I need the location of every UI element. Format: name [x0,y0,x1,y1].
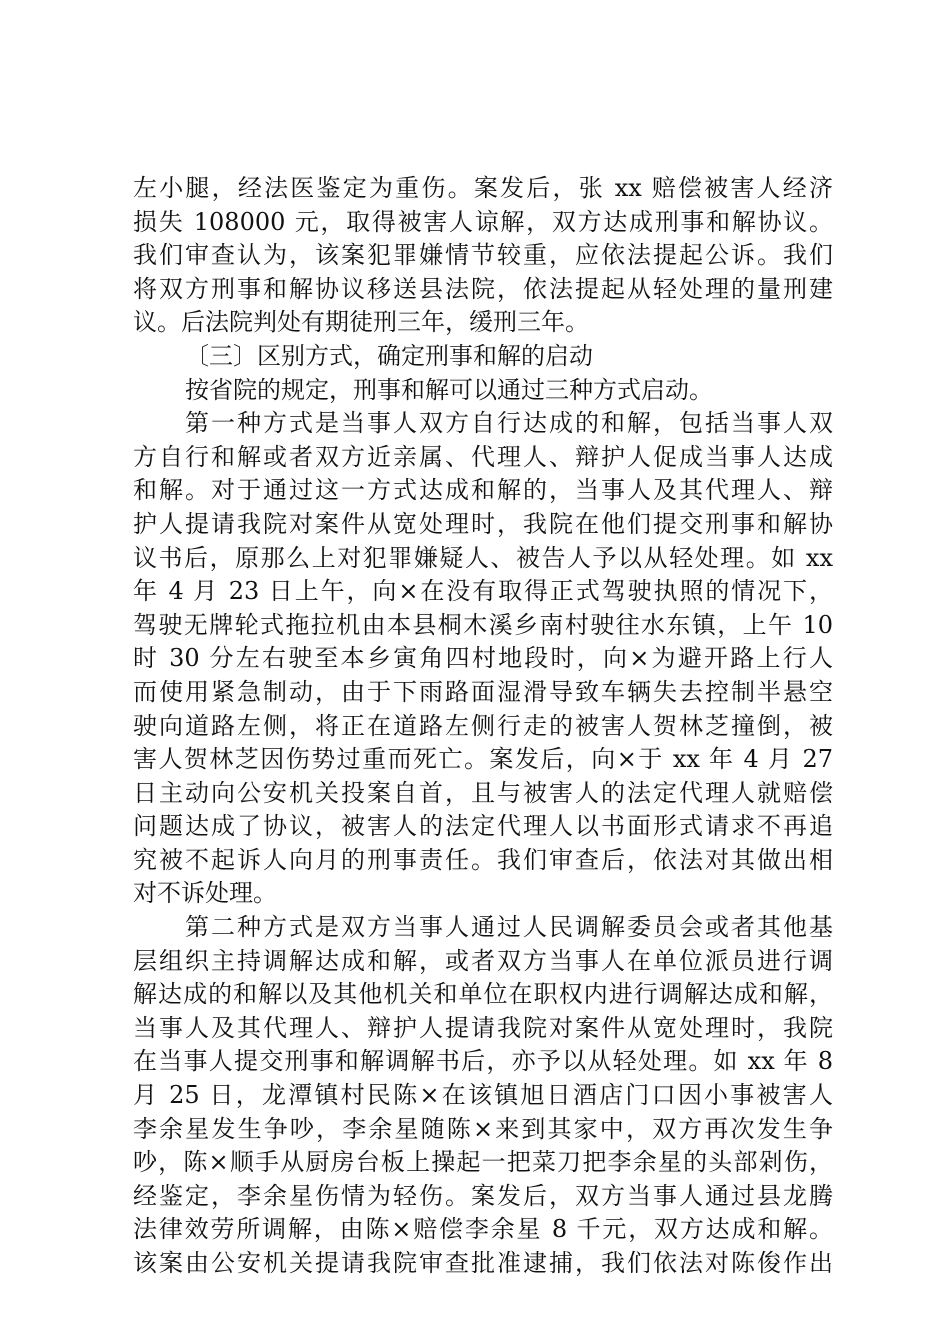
text-line: 该案由公安机关提请我院审查批准逮捕，我们依法对陈俊作出 [133,1249,833,1277]
section-heading: 〔三〕区别方式，确定刑事和解的启动 [185,341,593,370]
text-line: 问题达成了协议，被害人的法定代理人以书面形式请求不再追 [133,812,833,841]
text-line: 对不诉处理。 [133,879,277,908]
text-line: 究被不起诉人向月的刑事责任。我们审查后，依法对其做出相 [133,845,833,874]
text-line: 我们审查认为，该案犯罪嫌情节较重，应依法提起公诉。我们 [133,241,833,270]
text-line: 解达成的和解以及其他机关和单位在职权内进行调解达成和解， [133,980,833,1009]
text-line: 当事人及其代理人、辩护人提请我院对案件从宽处理时，我院 [133,1013,833,1042]
text-line: 损失 108000 元，取得被害人谅解，双方达成刑事和解协议。 [133,207,833,236]
text-line: 和解。对于通过这一方式达成和解的，当事人及其代理人、辩 [133,476,833,505]
text-line: 时 30 分左右驶至本乡寅角四村地段时，向×为避开路上行人 [133,644,833,673]
text-line: 第二种方式是双方当事人通过人民调解委员会或者其他基 [185,913,833,942]
text-line: 吵，陈×顺手从厨房台板上操起一把菜刀把李余星的头部剁伤， [133,1148,833,1177]
text-line: 将双方刑事和解协议移送县法院，依法提起从轻处理的量刑建 [133,274,833,303]
body-text [133,172,833,1281]
text-line: 在当事人提交刑事和解调解书后，亦予以从轻处理。如 xx 年 8 [133,1047,833,1076]
text-line: 日主动向公安机关投案自首，且与被害人的法定代理人就赔偿 [133,778,833,807]
text-line: 年 4 月 23 日上午，向×在没有取得正式驾驶执照的情况下， [133,577,833,606]
text-line: 议。后法院判处有期徒刑三年，缓刑三年。 [133,308,589,337]
text-line: 而使用紧急制动，由于下雨路面湿滑导致车辆失去控制半悬空 [133,677,833,706]
text-line: 议书后，原那么上对犯罪嫌疑人、被告人予以从轻处理。如 xx [133,543,833,572]
text-line: 害人贺林芝因伤势过重而死亡。案发后，向×于 xx 年 4 月 27 [133,745,833,774]
text-line: 李余星发生争吵，李余星随陈×来到其家中，双方再次发生争 [133,1114,833,1143]
text-line: 法律效劳所调解，由陈×赔偿李余星 8 千元，双方达成和解。 [133,1215,833,1244]
text-line: 经鉴定，李余星伤情为轻伤。案发后，双方当事人通过县龙腾 [133,1181,833,1210]
text-line: 月 25 日，龙潭镇村民陈×在该镇旭日酒店门口因小事被害人 [133,1081,833,1110]
text-line: 按省院的规定，刑事和解可以通过三种方式启动。 [185,375,713,404]
text-line: 第一种方式是当事人双方自行达成的和解，包括当事人双 [185,409,833,438]
text-line: 驾驶无牌轮式拖拉机由本县桐木溪乡南村驶往水东镇，上午 10 [133,610,833,639]
text-line: 驶向道路左侧，将正在道路左侧行走的被害人贺林芝撞倒，被 [133,711,833,740]
text-line: 左小腿，经法医鉴定为重伤。案发后，张 xx 赔偿被害人经济 [133,174,833,202]
text-line: 层组织主持调解达成和解，或者双方当事人在单位派员进行调 [133,946,833,975]
text-line: 护人提请我院对案件从宽处理时，我院在他们提交刑事和解协 [133,509,833,538]
text-line: 方自行和解或者双方近亲属、代理人、辩护人促成当事人达成 [133,442,833,471]
